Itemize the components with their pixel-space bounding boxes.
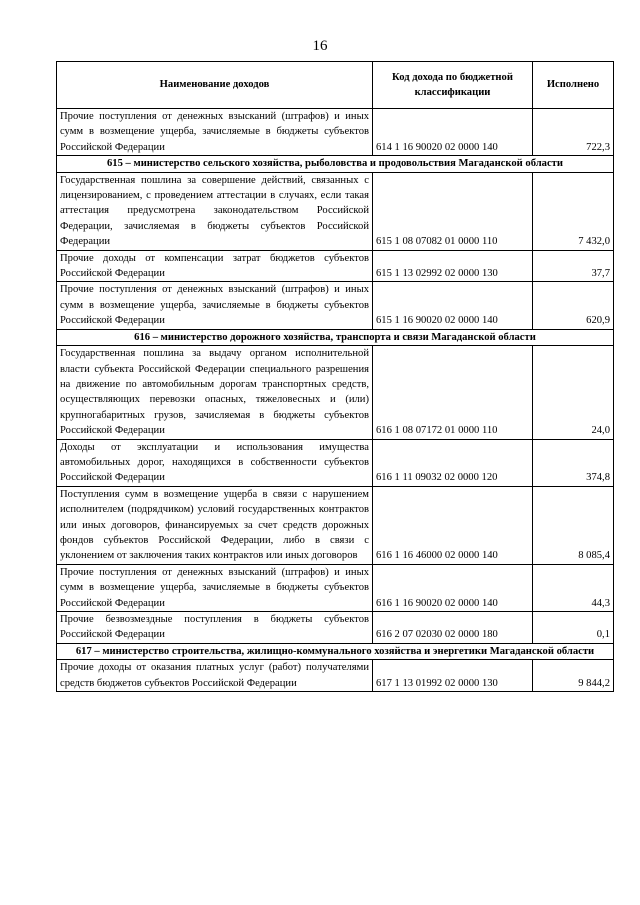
revenue-code: 615 1 13 02992 02 0000 130 [373, 250, 533, 282]
revenue-amount: 8 085,4 [533, 486, 614, 564]
revenue-name: Доходы от эксплуатации и использования имущества автомобильных дорог, находящихся в собственности субъектов Российской Федерации [57, 439, 373, 486]
revenue-code: 616 1 16 46000 02 0000 140 [373, 486, 533, 564]
table-row [57, 486, 614, 564]
table-row [57, 109, 614, 156]
revenue-amount: 620,9 [533, 282, 614, 329]
revenue-code: 616 2 07 02030 02 0000 180 [373, 612, 533, 644]
revenue-name: Государственная пошлина за совершение действий, связанных с лицензированием, с проведением аттестации в случаях, если такая аттестация предусмотрена законодательством Российской Федерации, зачисляемая в бюджеты субъектов Российской Федерации [57, 172, 373, 250]
page-number: 16 [312, 38, 328, 54]
revenue-amount: 37,7 [533, 250, 614, 282]
table-row [57, 439, 614, 486]
header-name: Наименование доходов [57, 62, 373, 109]
table-row [57, 346, 614, 439]
table-row [57, 564, 614, 611]
revenue-code: 616 1 11 09032 02 0000 120 [373, 439, 533, 486]
revenue-code: 616 1 16 90020 02 0000 140 [373, 564, 533, 611]
revenue-amount: 722,3 [533, 109, 614, 156]
table-row [57, 612, 614, 644]
table-row [57, 172, 614, 250]
section-title: 617 – министерство строительства, жилищно-коммунального хозяйства и энергетики Магаданской области [57, 643, 614, 659]
revenue-name: Прочие доходы от оказания платных услуг (работ) получателями средств бюджетов субъектов Российской Федерации [57, 660, 373, 692]
revenue-amount: 44,3 [533, 564, 614, 611]
table-row [57, 660, 614, 692]
revenue-name: Прочие доходы от компенсации затрат бюджетов субъектов Российской Федерации [57, 250, 373, 282]
header-executed: Исполнено [533, 62, 614, 109]
revenue-amount: 24,0 [533, 346, 614, 439]
revenue-code: 617 1 13 01992 02 0000 130 [373, 660, 533, 692]
section-row [57, 643, 614, 659]
section-title: 615 – министерство сельского хозяйства, рыболовства и продовольствия Магаданской области [57, 156, 614, 172]
section-title: 616 – министерство дорожного хозяйства, транспорта и связи Магаданской области [57, 329, 614, 345]
table-row [57, 282, 614, 329]
revenue-table [56, 61, 614, 692]
section-row [57, 329, 614, 345]
revenue-amount: 9 844,2 [533, 660, 614, 692]
revenue-code: 616 1 08 07172 01 0000 110 [373, 346, 533, 439]
revenue-amount: 374,8 [533, 439, 614, 486]
revenue-code: 614 1 16 90020 02 0000 140 [373, 109, 533, 156]
table-header-row [57, 62, 614, 109]
header-code: Код дохода по бюджетной классификации [373, 62, 533, 109]
section-row [57, 156, 614, 172]
revenue-name: Прочие безвозмездные поступления в бюджеты субъектов Российской Федерации [57, 612, 373, 644]
revenue-name: Прочие поступления от денежных взысканий (штрафов) и иных сумм в возмещение ущерба, зачисляемые в бюджеты субъектов Российской Федерации [57, 109, 373, 156]
revenue-name: Поступления сумм в возмещение ущерба в связи с нарушением исполнителем (подрядчиком) условий государственных контрактов или иных договоров, финансируемых за счет средств дорожных фондов субъектов Российской Федерации, либо в связи с уклонением от заключения таких контрактов или иных договоров [57, 486, 373, 564]
revenue-amount: 7 432,0 [533, 172, 614, 250]
table-row [57, 250, 614, 282]
table-body [57, 109, 614, 692]
revenue-code: 615 1 08 07082 01 0000 110 [373, 172, 533, 250]
revenue-amount: 0,1 [533, 612, 614, 644]
revenue-name: Прочие поступления от денежных взысканий (штрафов) и иных сумм в возмещение ущерба, зачисляемые в бюджеты субъектов Российской Федерации [57, 564, 373, 611]
revenue-name: Государственная пошлина за выдачу органом исполнительной власти субъекта Российской Федерации специального разрешения на движение по автомобильным дорогам транспортных средств, осуществляющих перевозки опасных, тяжеловесных и (или) крупногабаритных грузов, зачисляемая в бюджеты субъектов Российской Федерации [57, 346, 373, 439]
revenue-name: Прочие поступления от денежных взысканий (штрафов) и иных сумм в возмещение ущерба, зачисляемые в бюджеты субъектов Российской Федерации [57, 282, 373, 329]
revenue-code: 615 1 16 90020 02 0000 140 [373, 282, 533, 329]
